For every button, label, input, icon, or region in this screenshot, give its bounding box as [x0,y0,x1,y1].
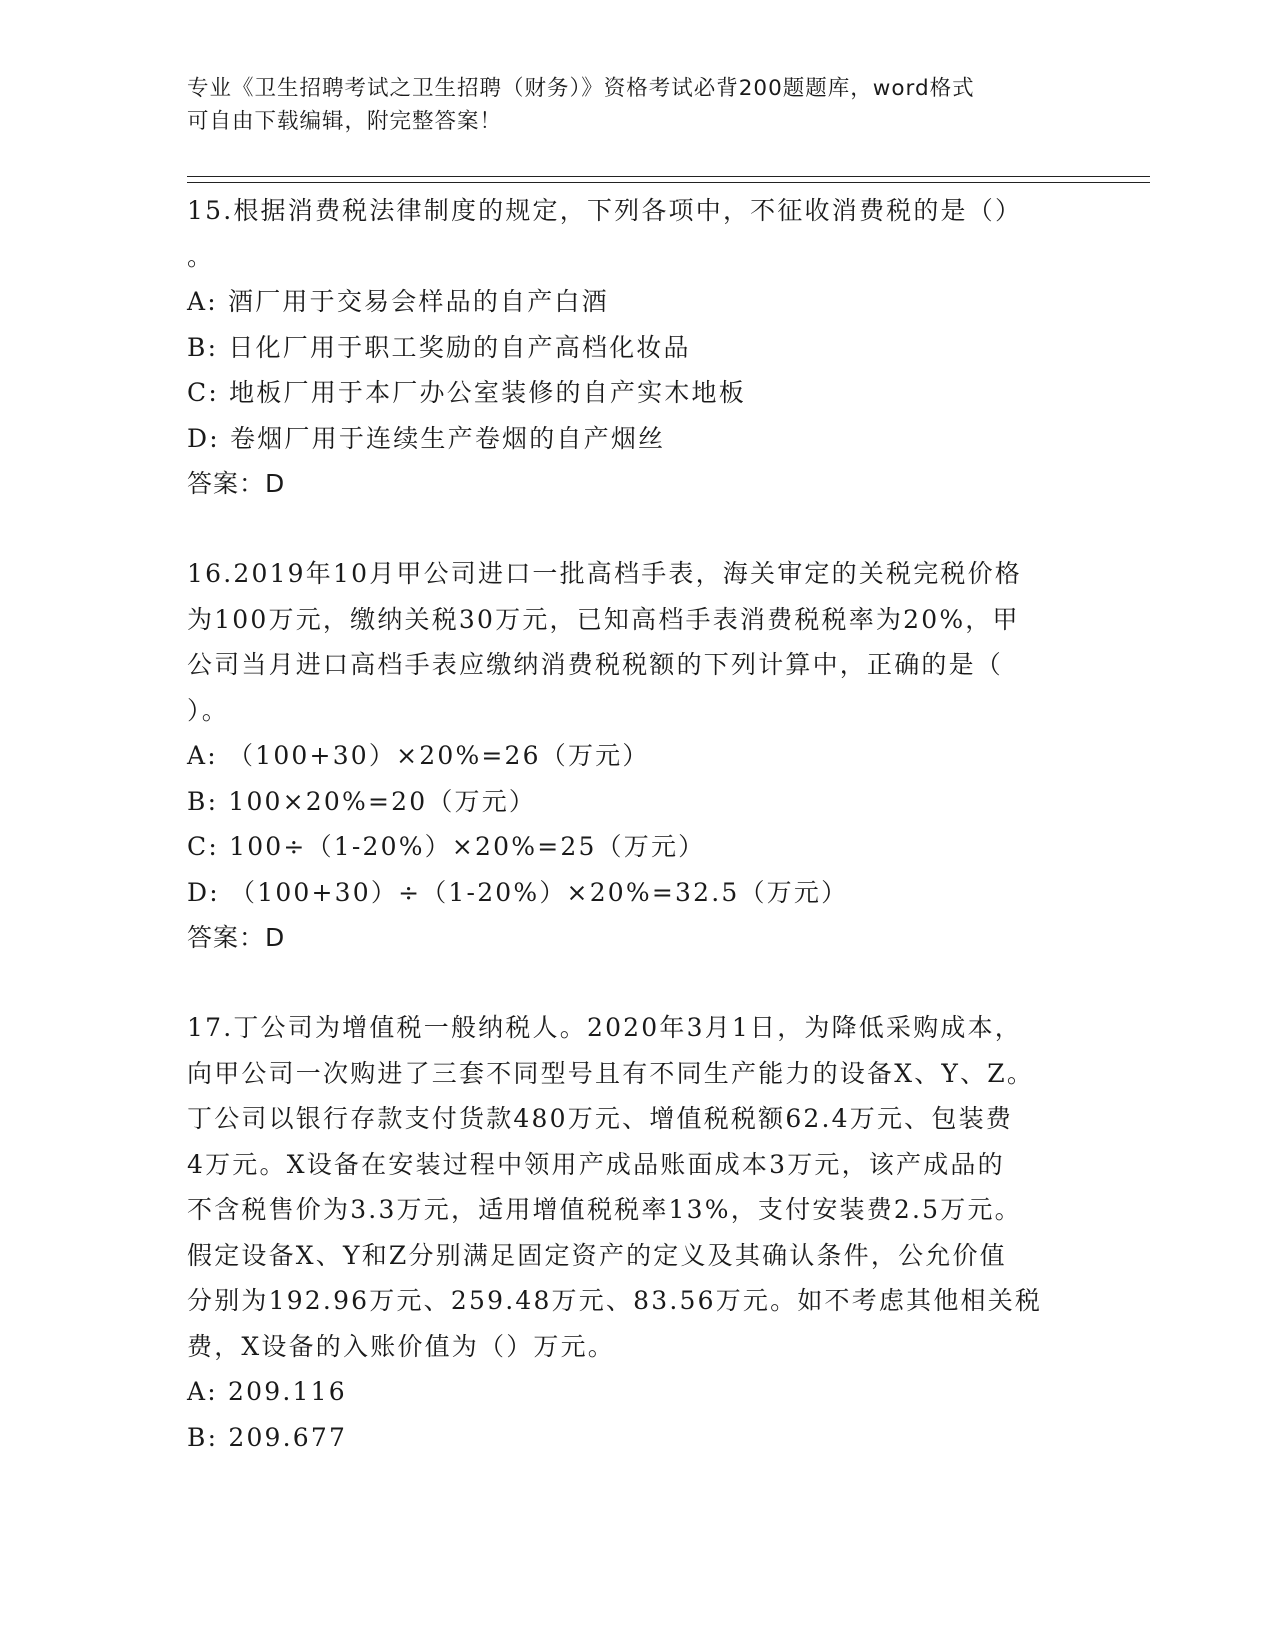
option-c: C: 地板厂用于本厂办公室装修的自产实木地板 [187,378,746,407]
question-text-line: 假定设备X、Y和Z分别满足固定资产的定义及其确认条件，公允价值 [187,1240,1007,1270]
option-b: B: 100×20%=20（万元） [187,786,537,816]
header-line-2: 可自由下载编辑，附完整答案！ [187,109,503,134]
option-a: A: 酒厂用于交易会样品的自产白酒 [187,287,609,316]
question-text-line: 15.根据消费税法律制度的规定，下列各项中，不征收消费税的是（） [187,196,1023,225]
option-d: D: 卷烟厂用于连续生产卷烟的自产烟丝 [187,423,666,453]
question-15 [187,188,1087,507]
option-b: B: 209.677 [187,1422,348,1452]
header-divider-top [187,176,1150,177]
question-text-line: ）。 [187,695,229,725]
question-text-line: 4万元。X设备在安装过程中领用产成品账面成本3万元，该产成品的 [187,1149,1005,1179]
option-c: C: 100÷（1-20%）×20%=25（万元） [187,832,706,861]
question-spacer [187,507,1087,551]
question-text-line: 16.2019年10月甲公司进口一批高档手表，海关审定的关税完税价格 [187,559,1022,588]
answer: 答案：D [187,469,286,498]
header-line-1: 专业《卫生招聘考试之卫生招聘（财务）》资格考试必背200题题库，word格式 [187,76,975,101]
answer: 答案：D [187,923,286,952]
question-text-line: 。 [187,241,215,271]
question-text-line: 丁公司以银行存款支付货款480万元、增值税税额62.4万元、包装费 [187,1104,1013,1133]
question-text-line: 为100万元，缴纳关税30万元，已知高档手表消费税税率为20%，甲 [187,604,1020,634]
question-text-line: 向甲公司一次购进了三套不同型号且有不同生产能力的设备X、Y、Z。 [187,1058,1035,1088]
option-a: A: （100+30）×20%=26（万元） [187,741,650,770]
question-spacer [187,961,1087,1005]
question-text-line: 公司当月进口高档手表应缴纳消费税税额的下列计算中，正确的是（ [187,650,1004,679]
option-a: A: 209.116 [187,1377,347,1406]
question-text-line: 费，X设备的入账价值为（）万元。 [187,1331,615,1361]
option-b: B: 日化厂用于职工奖励的自产高档化妆品 [187,332,691,362]
question-16 [187,551,1087,961]
header-divider-bottom [187,182,1150,183]
question-text-line: 17.丁公司为增值税一般纳税人。2020年3月1日，为降低采购成本， [187,1013,1022,1042]
document-header [187,72,1067,138]
question-text-line: 不含税售价为3.3万元，适用增值税税率13%，支付安装费2.5万元。 [187,1195,1022,1224]
question-17 [187,1005,1087,1460]
option-d: D: （100+30）÷（1-20%）×20%=32.5（万元） [187,877,849,907]
question-text-line: 分别为192.96万元、259.48万元、83.56万元。如不考虑其他相关税 [187,1286,1043,1315]
question-list [187,188,1087,1460]
